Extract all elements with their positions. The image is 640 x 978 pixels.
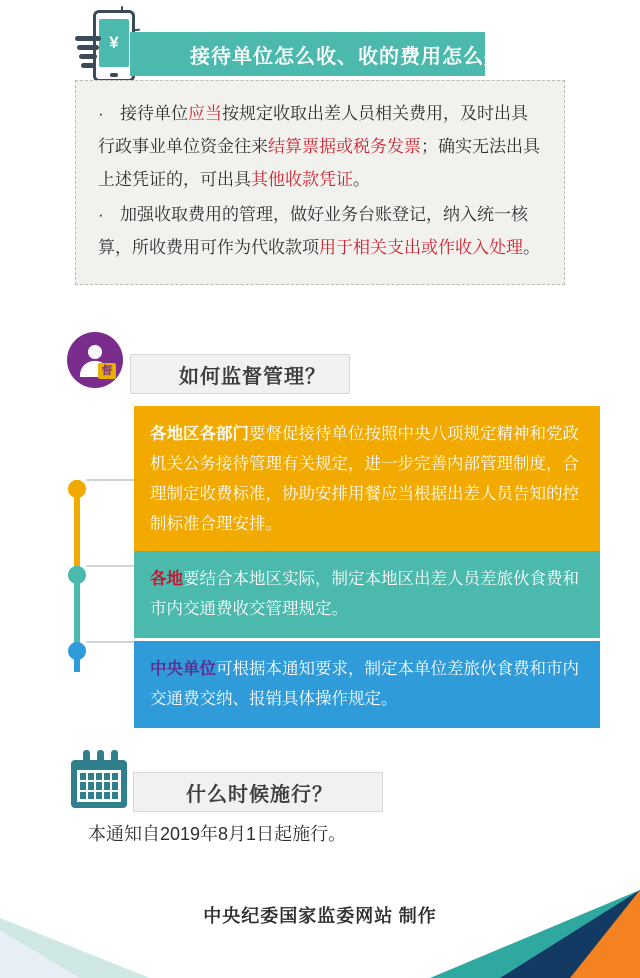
block-highlight: 各地区各部门 <box>150 425 249 443</box>
bullet-marker: · <box>98 104 104 123</box>
badge-tag-label: 督 <box>98 363 116 379</box>
run-text: 。 <box>353 170 370 189</box>
block-text: 要督促接待单位按照中央八项规定精神和党政机关公务接待管理有关规定，进一步完善内部管理制度，合理制定收费标准，协助安排用餐应当根据出差人员告知的控制标准合理安排。 <box>150 425 579 533</box>
supervisor-badge-icon <box>67 332 123 388</box>
timeline-connector-2 <box>86 565 134 567</box>
timeline-connector-1 <box>86 479 134 481</box>
timeline-dot-3 <box>68 642 86 660</box>
run-text: 按规定收取出差人员相关费用，及时出具行政事业单位资金往来 <box>98 104 528 156</box>
section-fees-header <box>55 8 547 68</box>
section-effective-date-title: 什么时候施行？ <box>186 783 333 806</box>
section-fees-card <box>75 80 565 285</box>
run-text: 。 <box>523 238 540 257</box>
section-supervision-title: 如何监督管理？ <box>179 365 326 388</box>
run-text-highlight: 其他收款凭证 <box>251 170 353 189</box>
section-fees-title-bar <box>130 32 547 76</box>
supervision-block-2 <box>134 551 600 638</box>
block-highlight: 中央单位 <box>150 660 216 678</box>
footer-decoration-left-navy <box>0 930 80 978</box>
run-text: ；确实无法出具上述凭证的，可出具 <box>98 137 540 189</box>
block-text: 可根据本通知要求，制定本单位差旅伙食费和市内交通费交纳、报销具体操作规定。 <box>150 660 579 708</box>
timeline-dot-2 <box>68 566 86 584</box>
timeline-connector-3 <box>86 641 134 643</box>
timeline-dot-1 <box>68 480 86 498</box>
bullet-marker: · <box>98 205 104 224</box>
run-text-highlight: 结算票据或税务发票 <box>268 137 421 156</box>
supervision-block-1 <box>134 406 600 553</box>
section-supervision-header <box>55 332 355 388</box>
supervision-block-3 <box>134 641 600 728</box>
phone-money-icon: ¥ <box>75 8 147 94</box>
run-text: 加强收取费用的管理，做好业务台账登记，纳入统一核算，所收费用可作为代收款项 <box>98 205 528 257</box>
fees-paragraph-1 <box>98 97 544 196</box>
block-text: 要结合本地区实际，制定本地区出差人员差旅伙食费和市内交通费收交管理规定。 <box>150 570 579 618</box>
section-effective-date-header <box>55 748 375 808</box>
effective-date-text: 本通知自2019年8月1日起施行。 <box>88 824 347 844</box>
section-effective-date-title-bar <box>133 772 383 812</box>
section-supervision-title-bar <box>130 354 350 394</box>
run-text: 接待单位 <box>120 104 188 123</box>
calendar-icon <box>69 750 131 812</box>
timeline-rail <box>68 470 86 670</box>
run-text-highlight: 应当 <box>188 104 222 123</box>
run-text-highlight: 用于相关支出或作收入处理 <box>319 238 523 257</box>
block-highlight: 各地 <box>150 570 183 588</box>
footer-credit: 中央纪委国家监委网站 制作 <box>203 906 437 926</box>
fees-paragraph-2 <box>98 198 544 264</box>
footer <box>0 888 640 978</box>
section-fees-title: 接待单位怎么收、收的费用怎么处理？ <box>190 45 547 68</box>
